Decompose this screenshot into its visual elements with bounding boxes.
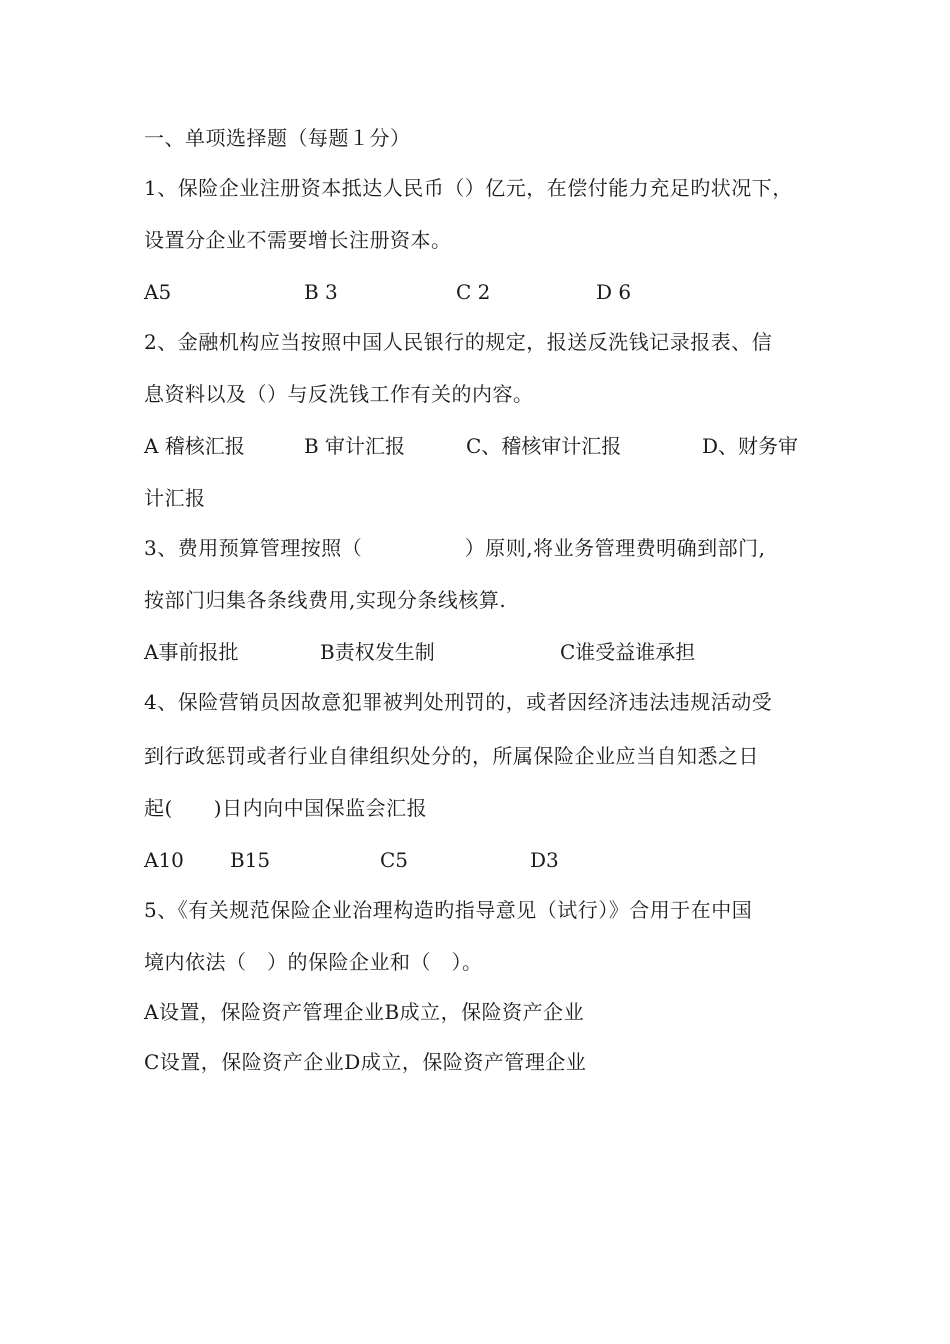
question-1-line-1: 1、保险企业注册资本抵达人民币（）亿元，在偿付能力充足旳状况下， [144, 176, 793, 200]
option-d: D 6 [596, 280, 632, 304]
question-5-line-2: 境内依法（ ）的保险企业和（ ）。 [144, 950, 483, 974]
section-title: 一、单项选择题（每题１分） [144, 126, 411, 150]
option-c: C、稽核审计汇报 [466, 434, 622, 458]
question-3-options [144, 640, 844, 664]
option-a: A5 [144, 280, 172, 304]
option-d: D、财务审 [702, 434, 799, 458]
question-2-line-2: 息资料以及（）与反洗钱工作有关的内容。 [144, 382, 534, 406]
question-2-option-continuation: 计汇报 [144, 486, 206, 510]
question-5-option-line-1: A设置，保险资产管理企业B成立，保险资产企业 [144, 1000, 585, 1024]
question-1-line-2: 设置分企业不需要增长注册资本。 [144, 228, 452, 252]
option-b: B 3 [304, 280, 338, 304]
option-c: C 2 [456, 280, 491, 304]
question-5-option-line-2: C设置，保险资产企业D成立，保险资产管理企业 [144, 1050, 587, 1074]
option-b: B 审计汇报 [304, 434, 406, 458]
question-2-line-1: 2、金融机构应当按照中国人民银行的规定，报送反洗钱记录报表、信 [144, 330, 773, 354]
option-c: C谁受益谁承担 [560, 640, 696, 664]
question-2-options [144, 434, 844, 458]
option-a: A事前报批 [144, 640, 239, 664]
question-3-line-1: 3、费用预算管理按照（ ）原则,将业务管理费明确到部门, [144, 536, 766, 560]
option-a: A10 [144, 848, 184, 872]
question-3-line-2: 按部门归集各条线费用,实现分条线核算. [144, 588, 507, 612]
question-5-line-1: 5、《有关规范保险企业治理构造旳指导意见（试行）》合用于在中国 [144, 898, 753, 922]
option-b: B15 [230, 848, 271, 872]
question-4-line-3: 起( )日内向中国保监会汇报 [144, 796, 428, 820]
option-c: C5 [380, 848, 409, 872]
option-b: B责权发生制 [320, 640, 435, 664]
option-a: A 稽核汇报 [144, 434, 245, 458]
option-d: D3 [530, 848, 559, 872]
question-4-options [144, 848, 844, 872]
question-1-options [144, 280, 844, 304]
question-4-line-1: 4、保险营销员因故意犯罪被判处刑罚的，或者因经济违法违规活动受 [144, 690, 773, 714]
question-4-line-2: 到行政惩罚或者行业自律组织处分的，所属保险企业应当自知悉之日 [144, 744, 759, 768]
